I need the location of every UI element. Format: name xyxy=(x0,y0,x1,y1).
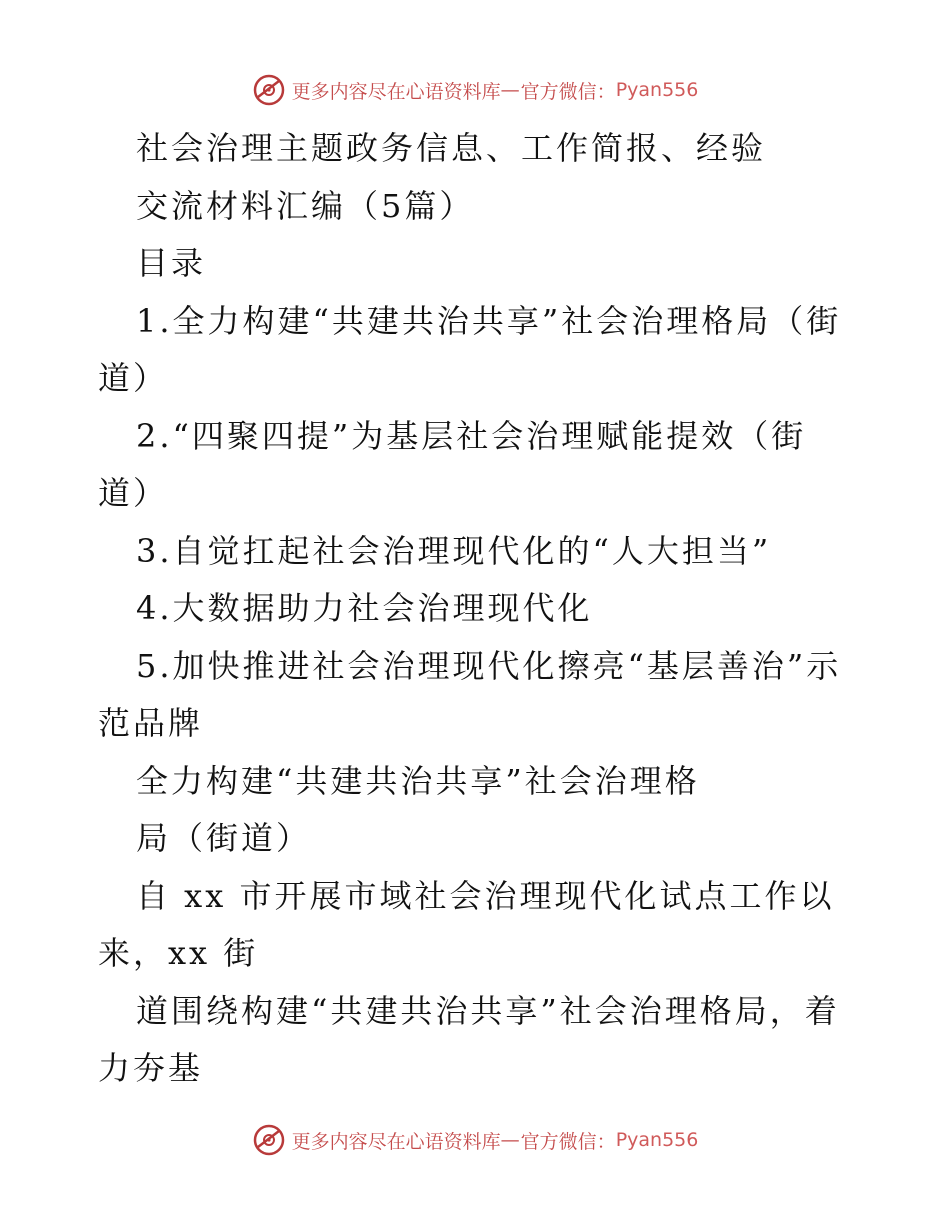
toc-item-2: 2.“四聚四提”为基层社会治理赋能提效（街道） xyxy=(98,416,807,512)
section-title-line-2: 局（街道） xyxy=(136,819,312,857)
watermark-handle: Pyan556 xyxy=(615,79,699,101)
footer-watermark xyxy=(0,1120,950,1160)
watermark-text: 更多内容尽在心语资料库 xyxy=(291,80,501,103)
watermark-label: 官方微信： xyxy=(520,80,616,103)
section-title-line-1: 全力构建“共建共治共享”社会治理格 xyxy=(136,761,700,800)
watermark-handle: Pyan556 xyxy=(615,1129,699,1151)
watermark-label: 官方微信： xyxy=(520,1130,616,1153)
watermark-dash: — xyxy=(500,1129,521,1151)
doc-title-line-2: 交流材料汇编（5篇） xyxy=(136,186,475,225)
cd-logo-icon xyxy=(252,1123,286,1157)
toc-item-1: 1.全力构建“共建共治共享”社会治理格局（街道） xyxy=(98,301,842,397)
body-paragraph-2: 道围绕构建“共建共治共享”社会治理格局，着力夯基 xyxy=(98,991,840,1087)
doc-title-line-1: 社会治理主题政务信息、工作简报、经验 xyxy=(136,129,767,167)
header-watermark xyxy=(0,70,950,110)
cd-logo-icon xyxy=(252,73,286,107)
document-body xyxy=(98,120,858,1098)
watermark-dash: — xyxy=(500,79,521,101)
watermark-text: 更多内容尽在心语资料库 xyxy=(291,1130,501,1153)
toc-item-4: 4.大数据助力社会治理现代化 xyxy=(136,589,593,627)
toc-item-5: 5.加快推进社会治理现代化擦亮“基层善治”示范品牌 xyxy=(98,646,842,742)
body-paragraph-1: 自 xx 市开展市域社会治理现代化试点工作以来，xx 街 xyxy=(98,876,835,972)
toc-item-3: 3.自觉扛起社会治理现代化的“人大担当” xyxy=(136,531,772,570)
toc-heading: 目录 xyxy=(136,244,207,282)
